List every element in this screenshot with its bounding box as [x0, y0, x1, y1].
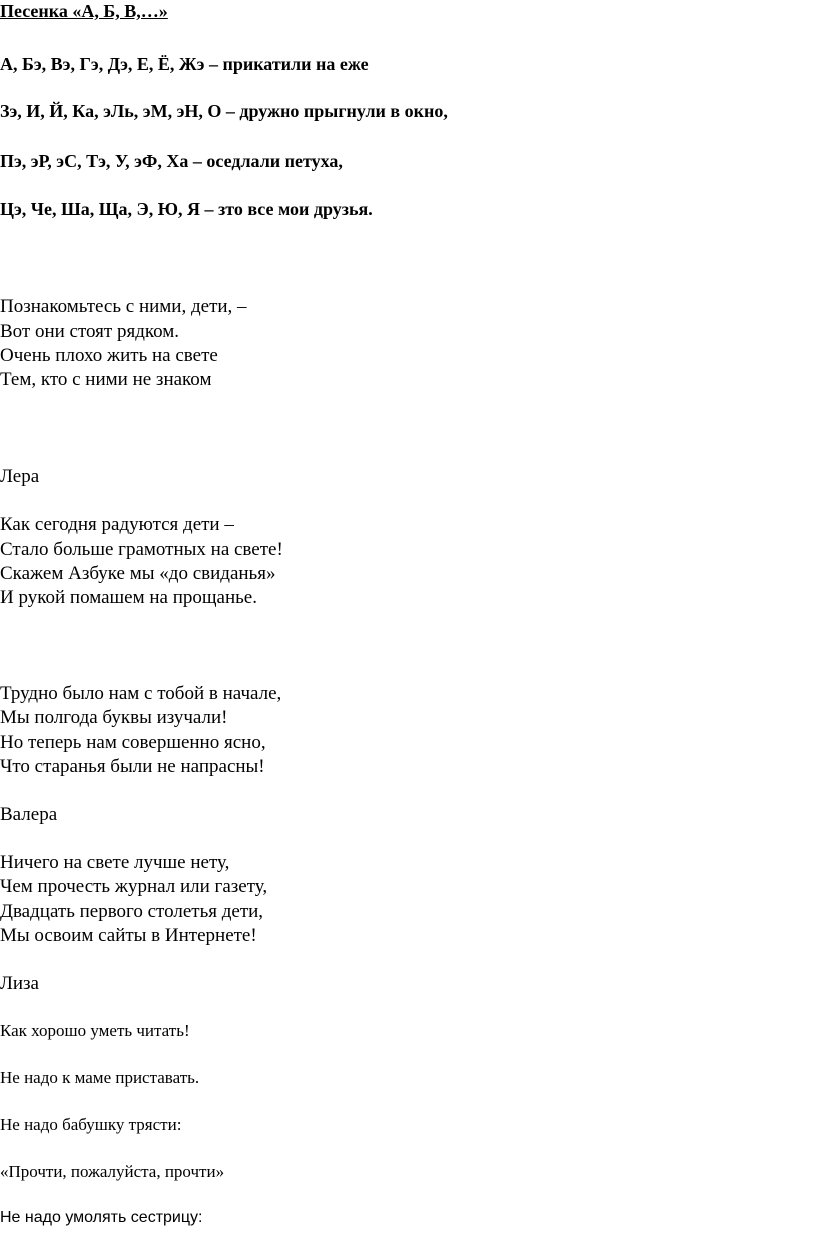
speaker-lera: Лера	[0, 466, 40, 487]
stanza1-line-2: Вот они стоят рядком.	[0, 321, 180, 342]
valera-line-1: Ничего на свете лучше нету,	[0, 852, 230, 873]
lera-stanza-b-line-2: Мы полгода буквы изучали!	[0, 707, 228, 728]
stanza1-line-1: Познакомьтесь с ними, дети, –	[0, 296, 247, 317]
stanza1-line-3: Очень плохо жить на свете	[0, 345, 218, 366]
lera-stanza-a-line-3: Скажем Азбуке мы «до свиданья»	[0, 563, 276, 584]
liza-line-2: Не надо к маме приставать.	[0, 1068, 200, 1087]
lera-stanza-b-line-1: Трудно было нам с тобой в начале,	[0, 683, 282, 704]
speaker-valera: Валера	[0, 804, 58, 825]
stanza1-line-4: Тем, кто с ними не знаком	[0, 369, 212, 390]
lera-stanza-a-line-4: И рукой помашем на прощанье.	[0, 587, 257, 608]
lera-stanza-b-line-4: Что старанья были не напрасны!	[0, 756, 265, 777]
speaker-liza: Лиза	[0, 973, 39, 994]
chorus-line-4: Цэ, Че, Ша, Ща, Э, Ю, Я – зто все мои друзья.	[0, 199, 373, 219]
liza-line-1: Как хорошо уметь читать!	[0, 1021, 190, 1040]
liza-line-3: Не надо бабушку трясти:	[0, 1115, 182, 1134]
song-title: Песенка «А, Б, В,…»	[0, 1, 168, 21]
valera-line-4: Мы освоим сайты в Интернете!	[0, 925, 257, 946]
chorus-line-3: Пэ, эР, эС, Тэ, У, эФ, Ха – оседлали петуха,	[0, 151, 343, 171]
chorus-line-1: А, Бэ, Вэ, Гэ, Дэ, Е, Ё, Жэ – прикатили на еже	[0, 54, 369, 74]
liza-line-4: «Прочти, пожалуйста, прочти»	[0, 1162, 225, 1181]
valera-line-3: Двадцать первого столетья дети,	[0, 901, 264, 922]
lera-stanza-b-line-3: Но теперь нам совершенно ясно,	[0, 732, 266, 753]
lera-stanza-a-line-2: Стало больше грамотных на свете!	[0, 539, 283, 560]
valera-line-2: Чем прочесть журнал или газету,	[0, 876, 268, 897]
liza-line-5: Не надо умолять сестрицу:	[0, 1209, 203, 1226]
chorus-line-2: Зэ, И, Й, Ка, эЛь, эМ, эН, О – дружно прыгнули в окно,	[0, 101, 448, 121]
lera-stanza-a-line-1: Как сегодня радуются дети –	[0, 514, 234, 535]
